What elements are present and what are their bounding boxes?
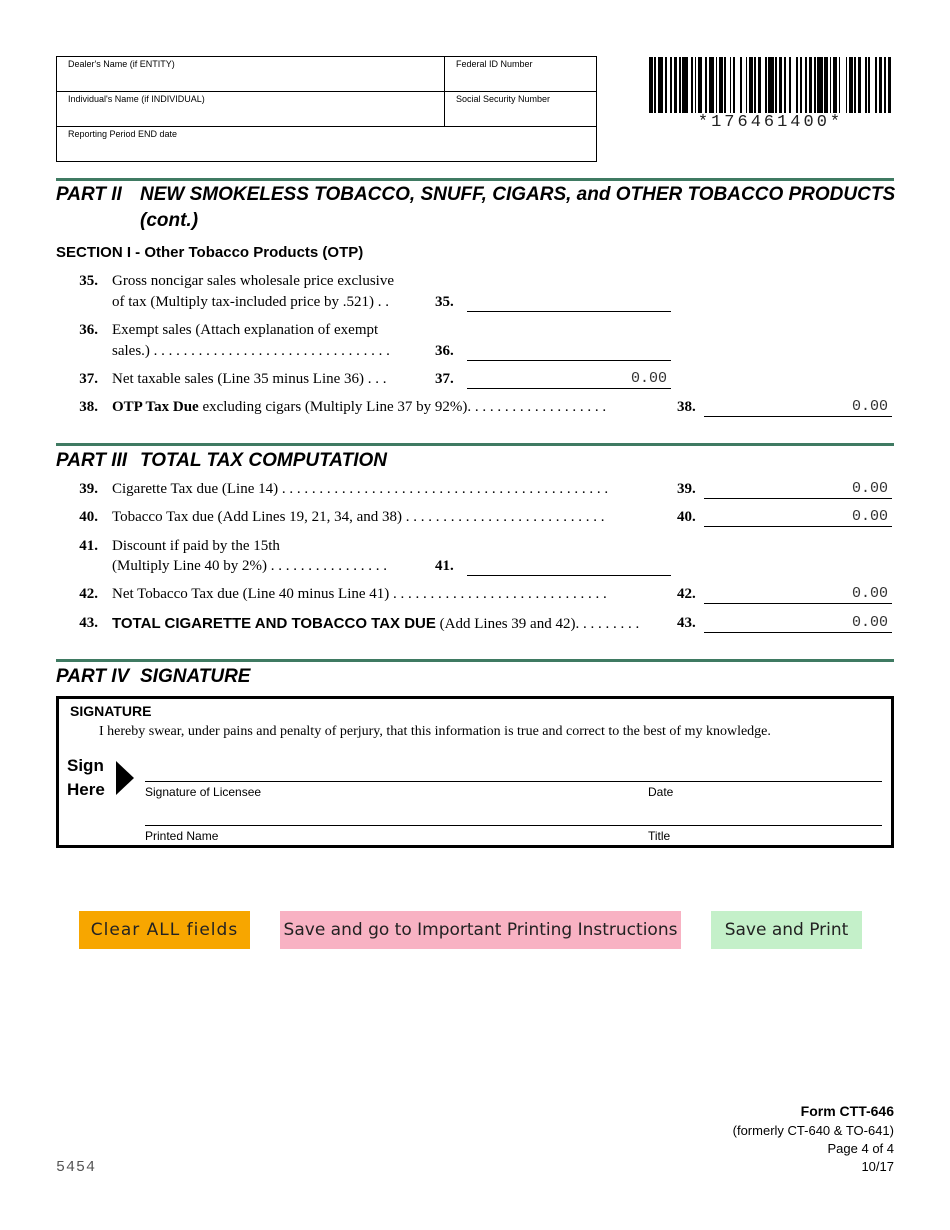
line36-number: 36.: [79, 322, 98, 338]
line38-bold-text: OTP Tax Due: [112, 399, 199, 415]
part3-title: [56, 450, 387, 472]
individual-name-label: Individual's Name (if INDIVIDUAL): [68, 94, 205, 104]
line36-text1: Exempt sales (Attach explanation of exempt: [112, 322, 379, 338]
line36-ref: 36.: [435, 343, 454, 359]
line38-input[interactable]: [704, 397, 892, 417]
period-end-cell: [57, 127, 596, 161]
line42-ref: 42.: [677, 586, 696, 602]
line42-number: 42.: [79, 586, 98, 602]
part2-rule: [56, 178, 894, 181]
line39-number: 39.: [79, 481, 98, 497]
federal-id-cell: [445, 57, 596, 91]
part4-title: [56, 666, 250, 688]
sign-arrow-icon: [116, 761, 134, 795]
oath-text: I hereby swear, under pains and penalty of perjury, that this information is true and correct to the best of my knowledge.: [99, 724, 771, 739]
line38-text: [112, 399, 606, 416]
signature-input[interactable]: [145, 761, 884, 783]
part2-title: [56, 184, 895, 206]
line43-bold-text: TOTAL CIGARETTE AND TOBACCO TAX DUE: [112, 615, 436, 632]
line39-text: Cigarette Tax due (Line 14) . . . . . . . . . . . . . . . . . . . . . . . . . . . . . . . . . . . . . . . . . . . .: [112, 481, 609, 497]
barcode: [649, 57, 892, 113]
line43-text: [112, 615, 639, 633]
form-name: Form CTT-646: [800, 1103, 894, 1119]
line40-text: Tobacco Tax due (Add Lines 19, 21, 34, and 38) . . . . . . . . . . . . . . . . . . . . . . . . . . .: [112, 509, 605, 525]
line35-text2: of tax (Multiply tax-included price by .521) . .: [112, 294, 390, 310]
sign-here-line1: Sign: [67, 756, 104, 775]
dealer-name-label: Dealer's Name (if ENTITY): [68, 59, 175, 69]
dealer-name-input[interactable]: [67, 70, 436, 88]
line37-input[interactable]: [467, 369, 671, 389]
signature-box: [56, 696, 894, 848]
part2-label: PART II: [56, 184, 122, 205]
line40-number: 40.: [79, 509, 98, 525]
line40-input[interactable]: [704, 507, 892, 527]
dealer-name-cell: [57, 57, 445, 91]
sign-here-line2: Here: [67, 780, 105, 799]
line41-text2: (Multiply Line 40 by 2%) . . . . . . . . . . . . . . . .: [112, 558, 387, 574]
line37-number: 37.: [79, 371, 98, 387]
dealer-row: [57, 57, 596, 92]
line37-ref: 37.: [435, 371, 454, 387]
line39-ref: 39.: [677, 481, 696, 497]
individual-name-input[interactable]: [67, 105, 436, 123]
save-printing-instructions-button[interactable]: Save and go to Important Printing Instructions: [280, 911, 681, 949]
period-end-label: Reporting Period END date: [68, 129, 178, 139]
line36-input[interactable]: [467, 341, 671, 361]
individual-row: [57, 92, 596, 127]
form-revision: 10/17: [861, 1159, 894, 1174]
individual-name-cell: [57, 92, 445, 126]
line39-input[interactable]: [704, 479, 892, 499]
line38-number: 38.: [79, 399, 98, 415]
part4-label: PART IV: [56, 666, 130, 687]
line41-ref: 41.: [435, 558, 454, 574]
line35-text1: Gross noncigar sales wholesale price exclusive: [112, 273, 394, 289]
line42-input[interactable]: [704, 584, 892, 604]
printed-name-input[interactable]: [145, 805, 884, 827]
line37-text: Net taxable sales (Line 35 minus Line 36) . . .: [112, 371, 387, 387]
save-and-print-button[interactable]: Save and Print: [711, 911, 862, 949]
barcode-text: *176461400*: [697, 113, 844, 132]
line35-number: 35.: [79, 273, 98, 289]
line35-ref: 35.: [435, 294, 454, 310]
period-row: [57, 127, 596, 161]
signature-line: [145, 781, 882, 782]
part3-rule: [56, 443, 894, 446]
date-label: Date: [648, 785, 674, 799]
line36-text2: sales.) . . . . . . . . . . . . . . . . . . . . . . . . . . . . . . . .: [112, 343, 390, 359]
title-label: Title: [648, 829, 671, 843]
line43-number: 43.: [79, 615, 98, 631]
line41-text1: Discount if paid by the 15th: [112, 538, 280, 554]
federal-id-input[interactable]: [455, 70, 588, 88]
signature-label: Signature of Licensee: [145, 785, 262, 799]
line43-input[interactable]: [704, 613, 892, 633]
line40-ref: 40.: [677, 509, 696, 525]
line38-text-rest: excluding cigars (Multiply Line 37 by 92%). . . . . . . . . . . . . . . . . . .: [198, 399, 607, 415]
ssn-label: Social Security Number: [456, 94, 551, 104]
line38-ref: 38.: [677, 399, 696, 415]
line42-text: Net Tobacco Tax due (Line 40 minus Line 41) . . . . . . . . . . . . . . . . . . . . . . . . . . . . .: [112, 586, 607, 602]
section1-title: SECTION I - Other Tobacco Products (OTP): [56, 244, 364, 261]
part4-rule: [56, 659, 894, 662]
printed-name-line: [145, 825, 882, 826]
signature-box-title: SIGNATURE: [70, 703, 152, 719]
federal-id-label: Federal ID Number: [456, 59, 533, 69]
clear-all-button[interactable]: Clear ALL fields: [79, 911, 250, 949]
part4-title-text: SIGNATURE: [140, 666, 251, 687]
line35-input[interactable]: [467, 292, 671, 312]
line41-input[interactable]: [467, 556, 671, 576]
line43-text-rest: (Add Lines 39 and 42). . . . . . . . .: [435, 616, 640, 632]
part3-title-text: TOTAL TAX COMPUTATION: [140, 450, 387, 471]
part2-title-line1: NEW SMOKELESS TOBACCO, SNUFF, CIGARS, and OTHER TOBACCO PRODUCTS: [140, 184, 896, 205]
form-formerly: (formerly CT-640 & TO-641): [732, 1123, 894, 1138]
printed-name-label: Printed Name: [145, 829, 219, 843]
sign-here: [67, 754, 105, 802]
period-end-input[interactable]: [67, 140, 588, 158]
line41-number: 41.: [79, 538, 98, 554]
page-number: Page 4 of 4: [827, 1141, 894, 1156]
ssn-input[interactable]: [455, 105, 588, 123]
ssn-cell: [445, 92, 596, 126]
part2-title-line2: (cont.): [140, 210, 199, 231]
part3-label: PART III: [56, 450, 128, 471]
line43-ref: 43.: [677, 615, 696, 631]
form-code: 5454: [56, 1159, 97, 1176]
taxpayer-info-table: [56, 56, 597, 162]
